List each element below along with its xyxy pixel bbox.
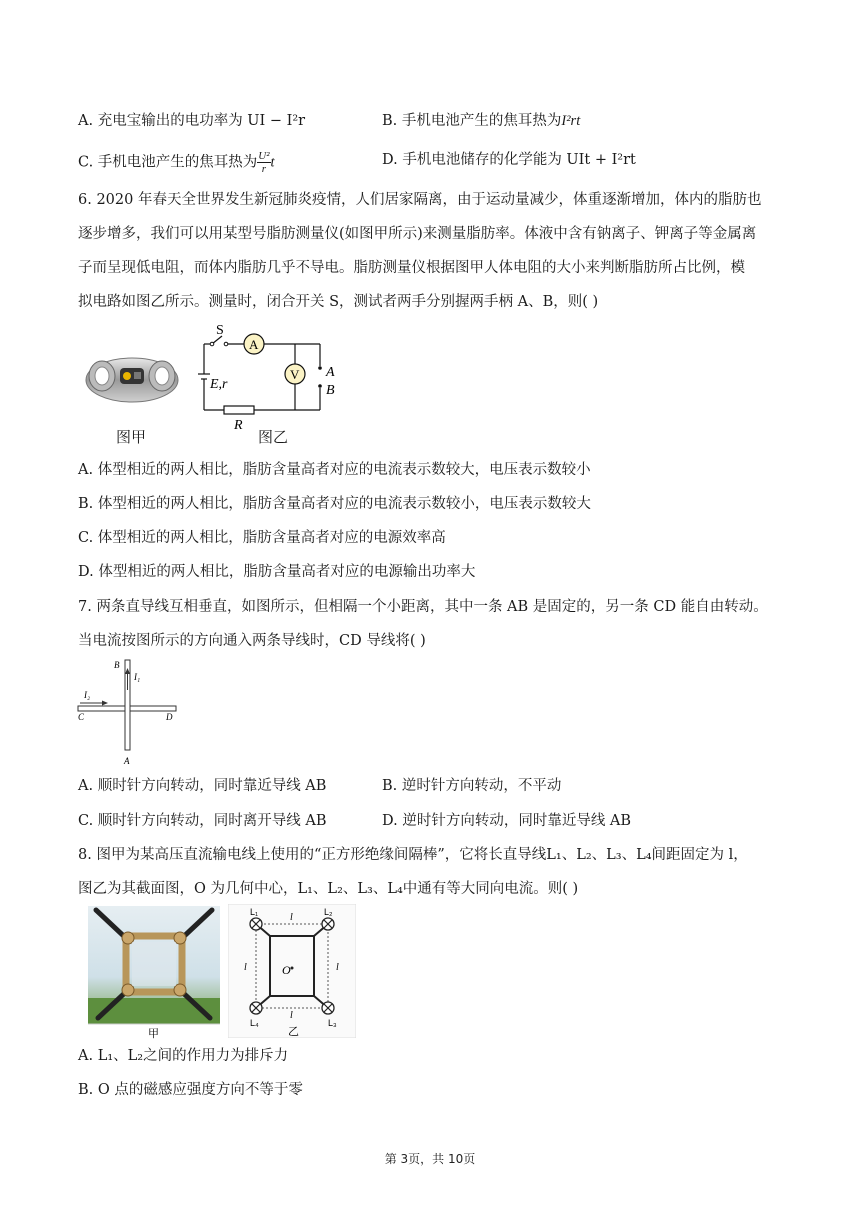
q8-stem-line2: 图乙为其截面图，O 为几何中心，L₁、L₂、L₃、L₄中通有等大同向电流。则( ) [78,881,579,897]
q5-frac-den: r [261,163,267,175]
q6-option-a: A. 体型相近的两人相比，脂肪含量高者对应的电流表示数较大，电压表示数较小 [78,462,591,478]
switch-label: S [216,323,224,338]
q6-stem-line1: 6. 2020 年春天全世界发生新冠肺炎疫情，人们居家隔离，由于运动量减少，体重逐渐增加，体内的脂肪也 [78,192,762,208]
l-top-label: l [290,912,293,923]
center-o-label: O [282,963,291,977]
q7-label-i2: I₂ [84,690,91,700]
spacer-photo [88,906,220,1040]
fig-8-jia-caption: 甲 [148,1027,159,1040]
l1-label: L₁ [250,907,259,917]
q7-option-d: D. 逆时针方向转动，同时靠近导线 AB [382,813,632,829]
l-bottom-label: l [290,1010,293,1021]
q6-option-d: D. 体型相近的两人相比，脂肪含量高者对应的电源输出功率大 [78,564,476,580]
voltmeter-label: V [290,367,300,382]
q7-label-d: D [166,712,173,722]
l2-label: L₂ [324,907,333,917]
q6-option-c: C. 体型相近的两人相比，脂肪含量高者对应的电源效率高 [78,530,446,546]
q7-stem-line1: 7. 两条直导线互相垂直，如图所示，但相隔一个小距离，其中一条 AB 是固定的，另一条 CD 能自由转动。 [78,599,768,615]
page-footer: 第 3页，共 10页 [384,1152,476,1166]
source-label: E,r [210,377,228,392]
l3-label: L₃ [328,1018,337,1028]
q8-stem-line1: 8. 图甲为某高压直流输电线上使用的“正方形绝缘间隔棒”，它将长直导线L₁、L₂、L₃、L₄间距固定为 l， [78,847,748,863]
q5-option-a: A. 充电宝输出的电功率为 UI − I²r [78,113,306,129]
q5-option-c-fraction [257,150,270,175]
l4-label: L₄ [250,1018,259,1028]
q5-option-c-text: C. 手机电池产生的焦耳热为 [78,154,258,171]
fig-8-yi-caption: 乙 [288,1025,299,1038]
q7-option-b: B. 逆时针方向转动，不平动 [382,778,562,794]
terminal-b-label: B [326,383,335,398]
q8-option-b: B. O 点的磁感应强度方向不等于零 [78,1082,303,1098]
terminal-a-label: A [326,365,335,380]
q5-option-c [78,150,275,175]
q6-stem-line4: 拟电路如图乙所示。测量时，闭合开关 S，测试者两手分别握两手柄 A、B，则( ) [78,294,599,310]
fat-meter-image [82,336,182,412]
ammeter-label: A [249,337,259,352]
q5-option-b [382,111,580,131]
circuit-diagram [190,322,350,432]
q6-option-b: B. 体型相近的两人相比，脂肪含量高者对应的电流表示数较小，电压表示数较大 [78,496,591,512]
q5-frac-num: U² [258,150,270,162]
fig-jia-caption: 图甲 [116,428,147,446]
resistor-label: R [234,418,243,432]
q7-stem-line2: 当电流按图所示的方向通入两条导线时，CD 导线将( ) [78,633,426,649]
q7-option-a: A. 顺时针方向转动，同时靠近导线 AB [78,778,327,794]
q6-stem-line2: 逐步增多，我们可以用某型号脂肪测量仪(如图甲所示)来测量脂肪率。体液中含有钠离子、钾离子等金属离 [78,226,757,242]
q7-label-c: C [78,712,85,722]
q7-label-a: A [124,756,130,766]
q5-option-c-t: t [270,154,275,171]
l-left-label: l [244,962,247,973]
cross-section-diagram [228,904,356,1038]
q7-label-b: B [114,660,120,670]
q8-option-a: A. L₁、L₂之间的作用力为排斥力 [78,1048,289,1064]
q7-label-i1: I₁ [134,672,141,682]
q5-option-b-math: I²rt [561,113,581,129]
fig-yi-caption: 图乙 [258,428,289,446]
l-right-label: l [336,962,339,973]
q5-option-d: D. 手机电池储存的化学能为 UIt + I²rt [382,152,636,168]
wires-diagram [76,656,180,768]
q7-option-c: C. 顺时针方向转动，同时离开导线 AB [78,813,327,829]
q5-option-b-text: B. 手机电池产生的焦耳热为 [382,113,562,129]
q6-stem-line3: 子而呈现低电阻，而体内脂肪几乎不导电。脂肪测量仪根据图甲人体电阻的大小来判断脂肪所占比例，模 [78,260,745,276]
